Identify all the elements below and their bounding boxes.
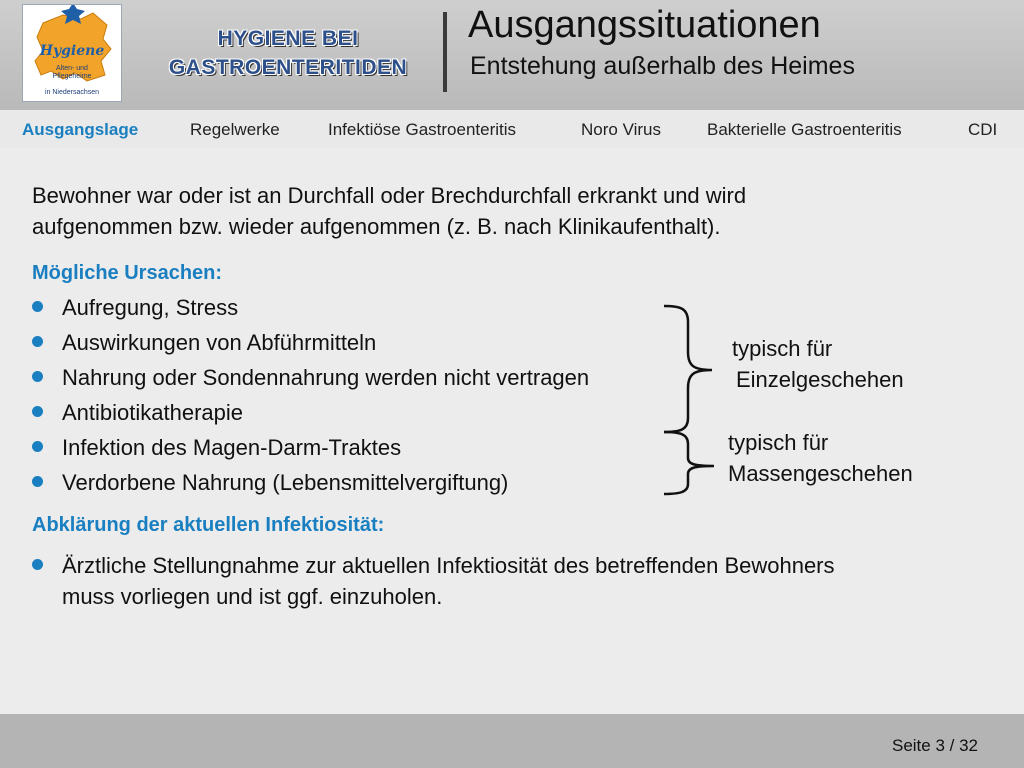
bullet-icon (32, 336, 43, 347)
intro-line: Bewohner war oder ist an Durchfall oder Brechdurchfall erkrankt und wird (32, 183, 747, 208)
bullet-icon (32, 371, 43, 382)
cause-text: Aufregung, Stress (62, 295, 239, 320)
clarify-text (62, 550, 835, 612)
bullet-icon (32, 441, 43, 452)
bullet-icon (32, 301, 43, 312)
bracket-single (664, 306, 712, 432)
clarify-line: muss vorliegen und ist ggf. einzuholen. (62, 584, 443, 609)
slide-title: Ausgangssituationen (468, 4, 821, 46)
header-bar (0, 0, 1024, 110)
note-single-line: Einzelgeschehen (736, 367, 904, 392)
note-mass-line: Massengeschehen (728, 461, 913, 486)
nav-item-cdi[interactable]: CDI (968, 120, 998, 139)
cause-text: Infektion des Magen-Darm-Traktes (62, 435, 402, 460)
cause-text: Nahrung oder Sondennahrung werden nicht vertragen (62, 365, 590, 390)
cause-text: Antibiotikatherapie (62, 400, 244, 425)
grouping-brackets (656, 300, 726, 500)
bullet-icon (32, 559, 43, 570)
topic-line-1: HYGIENE BEI (217, 27, 359, 50)
logo-word: Hygiene (39, 43, 105, 59)
causes-heading: Mögliche Ursachen: (32, 262, 223, 284)
footer-bar (0, 714, 1024, 768)
header-divider (443, 12, 447, 92)
nav-item-bakterielle-gastroenteritis[interactable]: Bakterielle Gastroenteritis (707, 120, 902, 139)
note-single-line: typisch für (732, 336, 833, 361)
intro-paragraph (32, 180, 912, 242)
presentation-topic (138, 24, 438, 82)
bracket-mass (664, 432, 714, 494)
cause-text: Auswirkungen von Abführmitteln (62, 330, 377, 355)
clarify-heading: Abklärung der aktuellen Infektiosität: (32, 514, 385, 536)
cause-text: Verdorbene Nahrung (Lebensmittelvergiftung) (62, 470, 509, 495)
logo-sub-line: Pflegeheime (52, 73, 92, 80)
nav-item-ausgangslage[interactable]: Ausgangslage (22, 120, 139, 139)
section-nav (0, 110, 1024, 148)
logo-sub-line: in Niedersachsen (44, 89, 100, 96)
page-number: Seite 3 / 32 (891, 736, 978, 755)
bullet-icon (32, 406, 43, 417)
topic-line-2: GASTROENTERITIDEN (168, 56, 408, 79)
logo (22, 4, 122, 102)
logo-sub-line: Alten- und (56, 65, 88, 72)
nav-item-infektioese-gastroenteritis[interactable]: Infektiöse Gastroenteritis (328, 120, 517, 139)
clarify-line: Ärztliche Stellungnahme zur aktuellen Infektiosität des betreffenden Bewohners (62, 553, 835, 578)
intro-line: aufgenommen bzw. wieder aufgenommen (z. B. nach Klinikaufenthalt). (32, 214, 721, 239)
bullet-icon (32, 476, 43, 487)
nav-item-regelwerke[interactable]: Regelwerke (190, 120, 280, 139)
note-mass-line: typisch für (728, 430, 829, 455)
slide-subtitle: Entstehung außerhalb des Heimes (470, 52, 855, 80)
nav-item-noro-virus[interactable]: Noro Virus (581, 120, 661, 139)
